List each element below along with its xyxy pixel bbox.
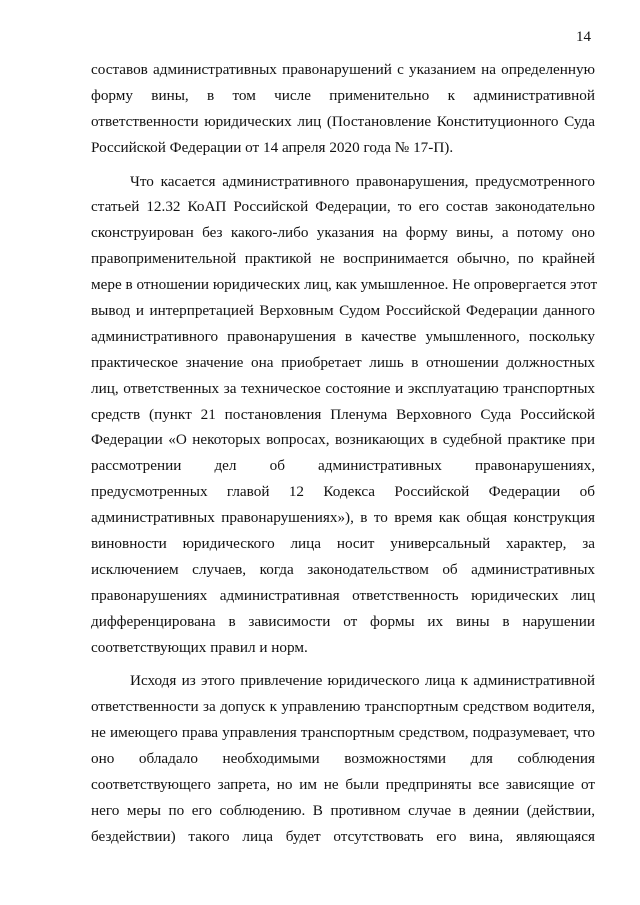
text-line: административных правонарушениях»), в то время как общая конструкция: [91, 509, 595, 527]
text-line: рассмотрении дел об административных правонарушениях,: [91, 457, 595, 475]
text-line: административного правонарушения в качестве умышленного, поскольку: [91, 327, 595, 345]
text-line: предусмотренных главой 12 Кодекса Российской Федерации об: [91, 483, 595, 501]
text-line: соответствующих правил и норм.: [91, 638, 308, 656]
paragraph: [91, 169, 598, 661]
text-line: виновности юридического лица носит универсальный характер, за: [91, 535, 595, 553]
text-line: исключением случаев, когда законодательством об административных: [91, 560, 595, 578]
text-line: практическое значение она приобретает лишь в отношении должностных: [91, 353, 595, 371]
text-line: него меры по его соблюдению. В противном случае в деянии (действии,: [91, 801, 595, 819]
text-line: Исходя из этого привлечение юридического лица к административной: [130, 672, 595, 690]
text-line: бездействии) такого лица будет отсутствовать его вина, являющаяся: [91, 827, 595, 845]
text-line: сконструирован без какого-либо указания на форму вины, а потому оно: [91, 224, 595, 242]
text-line: соответствующего запрета, но им не были предприняты все зависящие от: [91, 776, 595, 794]
text-line: дифференцирована в зависимости от формы их вины в нарушении: [91, 612, 595, 630]
text-line: составов административных правонарушений с указанием на определенную: [91, 61, 595, 78]
text-line: мере в отношении юридических лиц, как умышленное. Не опровергается этот: [91, 276, 598, 294]
text-line: средств (пункт 21 постановления Пленума Верховного Суда Российской: [91, 405, 595, 423]
text-line: правоприменительной практикой не воспринимается обычно, по крайней: [91, 250, 595, 268]
document-body: [91, 57, 598, 850]
text-line: не имеющего права управления транспортным средством, подразумевает, что: [91, 724, 595, 742]
text-line: ответственности за допуск к управлению транспортным средством водителя,: [91, 698, 595, 716]
text-line: Российской Федерации от 14 апреля 2020 года № 17-П).: [91, 138, 454, 156]
paragraph-gap: [91, 161, 595, 169]
text-line: ответственности юридических лиц (Постановление Конституционного Суда: [91, 112, 595, 130]
text-line: вывод и интерпретацией Верховным Судом Российской Федерации данного: [91, 302, 595, 320]
text-line: правонарушениях административная ответственность юридических лиц: [91, 586, 595, 604]
paragraph: [91, 57, 595, 161]
text-line: Что касается административного правонарушения, предусмотренного: [130, 172, 595, 190]
text-line: лиц, ответственных за техническое состояние и эксплуатацию транспортных: [91, 379, 595, 397]
text-line: статьей 12.32 КоАП Российской Федерации, то его состав законодательно: [91, 198, 595, 216]
text-line: Федерации «О некоторых вопросах, возникающих в судебной практике при: [91, 431, 595, 449]
paragraph: [91, 668, 595, 849]
text-line: форму вины, в том числе применительно к административной: [91, 86, 595, 104]
text-line: оно обладало необходимыми возможностями для соблюдения: [91, 750, 595, 768]
page-number: 14: [576, 29, 591, 45]
paragraph-gap: [91, 660, 595, 668]
